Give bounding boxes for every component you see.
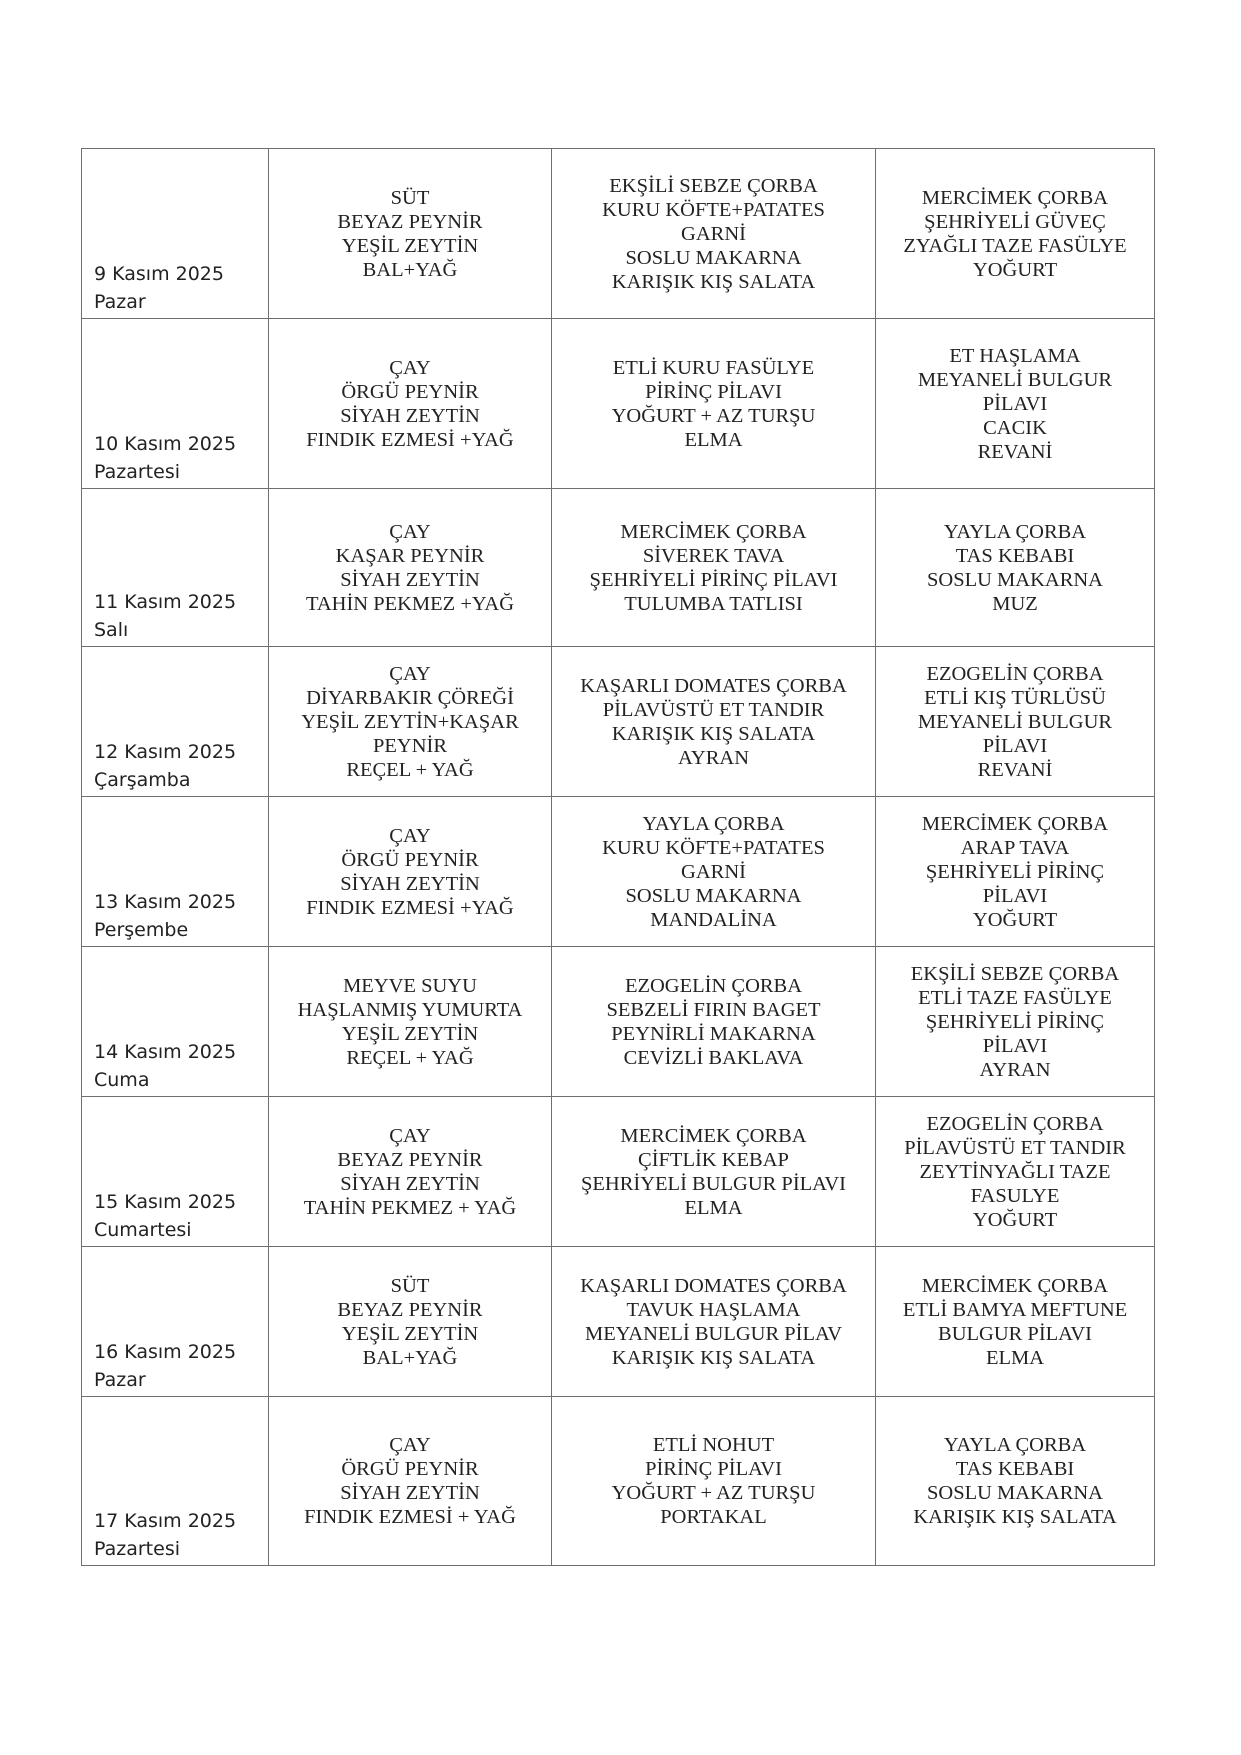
breakfast-cell [269,319,552,489]
lunch-item: YAYLA ÇORBA [642,812,785,835]
date-cell [82,149,269,319]
menu-row [82,1247,1155,1397]
lunch-cell [552,149,876,319]
lunch-item: PİRİNÇ PİLAVI [645,1458,782,1480]
dinner-item: ETLİ BAMYA MEFTUNE [902,1298,1128,1321]
lunch-item: GARNİ [681,860,746,883]
breakfast-item: BEYAZ PEYNİR [337,210,483,233]
lunch-item: MERCİMEK ÇORBA [620,1124,807,1147]
lunch-cell [552,797,876,947]
breakfast-item: ÇAY [389,662,431,685]
dinner-cell [876,319,1155,489]
lunch-item: ETLİ KURU FASÜLYE [612,356,815,379]
date-cell [82,489,269,647]
dinner-item: ETLİ TAZE FASÜLYE [918,986,1112,1009]
lunch-cell [552,947,876,1097]
dinner-item: ET HAŞLAMA [949,344,1081,367]
breakfast-item: SİYAH ZEYTİN [340,568,480,591]
breakfast-item: YEŞİL ZEYTİN [341,234,479,257]
dinner-cell [876,647,1155,797]
menu-row [82,489,1155,647]
day-label: Perşembe [94,919,189,941]
menu-row [82,797,1155,947]
date-label: 15 Kasım 2025 [94,1191,237,1213]
lunch-cell [552,1097,876,1247]
lunch-item: SOSLU MAKARNA [625,884,802,907]
breakfast-item: BAL+YAĞ [362,1346,458,1369]
dinner-item: MUZ [992,592,1038,615]
dinner-item: AYRAN [979,1058,1051,1081]
lunch-item: MERCİMEK ÇORBA [620,520,807,543]
breakfast-item: YEŞİL ZEYTİN+KAŞAR [301,710,519,733]
dinner-item: PİLAVI [982,392,1048,415]
breakfast-cell [269,149,552,319]
dinner-cell [876,947,1155,1097]
menu-table [81,148,1155,1566]
lunch-item: KARIŞIK KIŞ SALATA [611,722,816,745]
date-label: 14 Kasım 2025 [94,1041,237,1063]
menu-table-body [82,149,1155,1566]
date-cell [82,647,269,797]
dinner-item: ŞEHRİYELİ PİRİNÇ [925,860,1105,883]
lunch-item: YOĞURT + AZ TURŞU [611,404,816,427]
date-cell [82,947,269,1097]
lunch-item: MANDALİNA [650,908,777,931]
dinner-item: EZOGELİN ÇORBA [926,1112,1104,1135]
dinner-item: MERCİMEK ÇORBA [921,1274,1109,1297]
lunch-cell [552,1247,876,1397]
lunch-item: SEBZELİ FIRIN BAGET [606,998,821,1021]
breakfast-item: KAŞAR PEYNİR [335,544,485,567]
breakfast-item: TAHİN PEKMEZ + YAĞ [303,1196,517,1219]
dinner-item: TAS KEBABI [955,544,1075,567]
lunch-item: KAŞARLI DOMATES ÇORBA [580,674,847,697]
dinner-item: ŞEHRİYELİ PİRİNÇ [925,1010,1105,1033]
breakfast-item: SİYAH ZEYTİN [340,872,480,895]
breakfast-item: ÖRGÜ PEYNİR [341,848,479,871]
dinner-item: FASULYE [970,1184,1060,1207]
dinner-item: PİLAVI [982,734,1048,757]
dinner-cell [876,1397,1155,1566]
menu-row [82,947,1155,1097]
lunch-item: ÇİFTLİK KEBAP [638,1148,789,1171]
lunch-item: YOĞURT + AZ TURŞU [611,1482,816,1504]
lunch-item: KAŞARLI DOMATES ÇORBA [580,1274,847,1297]
lunch-item: ELMA [684,428,743,451]
lunch-item: SOSLU MAKARNA [625,246,802,269]
date-cell [82,1097,269,1247]
breakfast-item: TAHİN PEKMEZ +YAĞ [305,592,515,615]
dinner-item: SOSLU MAKARNA [927,568,1103,591]
menu-row [82,1097,1155,1247]
dinner-item: SOSLU MAKARNA [927,1482,1103,1504]
breakfast-cell [269,1097,552,1247]
dinner-item: PİLAVI [982,1034,1048,1057]
lunch-item: ŞEHRİYELİ PİRİNÇ PİLAVI [589,568,838,591]
breakfast-cell [269,797,552,947]
date-label: 11 Kasım 2025 [94,591,237,613]
breakfast-item: FINDIK EZMESİ + YAĞ [304,1506,516,1528]
lunch-item: PORTAKAL [660,1506,767,1528]
lunch-cell [552,1397,876,1566]
lunch-item: SİVEREK TAVA [642,544,785,567]
breakfast-item: ÇAY [389,1124,431,1147]
breakfast-item: ÇAY [389,824,431,847]
date-label: 16 Kasım 2025 [94,1341,237,1363]
dinner-item: MEYANELİ BULGUR [917,710,1113,733]
lunch-item: TAVUK HAŞLAMA [626,1298,801,1321]
dinner-item: YAYLA ÇORBA [943,520,1087,543]
breakfast-item: PEYNİR [372,734,448,757]
dinner-item: REVANİ [977,758,1053,781]
day-label: Cumartesi [94,1219,192,1241]
dinner-item: ETLİ KIŞ TÜRLÜSÜ [924,686,1106,709]
lunch-item: MEYANELİ BULGUR PİLAV [584,1322,842,1345]
dinner-item: CACIK [983,416,1047,439]
date-cell [82,319,269,489]
date-label: 9 Kasım 2025 [94,263,224,285]
lunch-item: ETLİ NOHUT [652,1434,775,1456]
breakfast-item: SİYAH ZEYTİN [340,1482,480,1504]
lunch-item: CEVİZLİ BAKLAVA [623,1046,804,1069]
breakfast-item: ÇAY [389,356,431,379]
breakfast-item: REÇEL + YAĞ [346,758,474,781]
dinner-item: YOĞURT [972,908,1058,931]
breakfast-item: ÖRGÜ PEYNİR [341,1458,479,1480]
dinner-item: EZOGELİN ÇORBA [926,662,1104,685]
dinner-item: PİLAVÜSTÜ ET TANDIR [904,1136,1126,1159]
dinner-item: MERCİMEK ÇORBA [921,812,1109,835]
lunch-cell [552,647,876,797]
lunch-item: GARNİ [681,222,746,245]
lunch-item: EZOGELİN ÇORBA [624,974,803,997]
breakfast-cell [269,947,552,1097]
breakfast-item: DİYARBAKIR ÇÖREĞİ [306,686,514,709]
dinner-item: BULGUR PİLAVI [938,1322,1092,1345]
dinner-item: KARIŞIK KIŞ SALATA [913,1506,1117,1528]
dinner-cell [876,797,1155,947]
dinner-item: TAS KEBABI [955,1458,1075,1480]
day-label: Salı [94,619,129,641]
dinner-item: ARAP TAVA [960,836,1070,859]
day-label: Pazar [94,291,146,313]
menu-row [82,647,1155,797]
day-label: Cuma [94,1069,150,1091]
dinner-cell [876,149,1155,319]
dinner-item: REVANİ [977,440,1053,463]
breakfast-cell [269,1247,552,1397]
breakfast-item: BAL+YAĞ [362,258,458,281]
dinner-item: PİLAVI [982,884,1048,907]
breakfast-item: SÜT [390,186,430,209]
lunch-cell [552,489,876,647]
lunch-item: KARIŞIK KIŞ SALATA [611,270,816,293]
breakfast-item: MEYVE SUYU [343,974,477,997]
breakfast-item: YEŞİL ZEYTİN [341,1322,479,1345]
breakfast-cell [269,489,552,647]
dinner-item: MEYANELİ BULGUR [917,368,1113,391]
dinner-cell [876,489,1155,647]
dinner-item: ZYAĞLI TAZE FASÜLYE [903,234,1127,257]
lunch-item: PEYNİRLİ MAKARNA [611,1022,816,1045]
lunch-item: EKŞİLİ SEBZE ÇORBA [609,174,818,197]
lunch-item: PİLAVÜSTÜ ET TANDIR [602,698,825,721]
lunch-item: TULUMBA TATLISI [624,592,803,615]
lunch-item: KURU KÖFTE+PATATES [602,198,825,221]
breakfast-item: HAŞLANMIŞ YUMURTA [297,998,523,1021]
breakfast-cell [269,647,552,797]
breakfast-item: SİYAH ZEYTİN [340,404,480,427]
dinner-item: YAYLA ÇORBA [943,1434,1087,1456]
lunch-item: AYRAN [677,746,749,769]
date-label: 10 Kasım 2025 [94,433,237,455]
date-cell [82,1247,269,1397]
breakfast-cell [269,1397,552,1566]
dinner-item: YOĞURT [972,1208,1058,1231]
breakfast-item: BEYAZ PEYNİR [337,1298,483,1321]
dinner-item: ZEYTİNYAĞLI TAZE [919,1160,1111,1183]
menu-row [82,149,1155,319]
breakfast-item: ÖRGÜ PEYNİR [341,380,479,403]
lunch-item: ŞEHRİYELİ BULGUR PİLAVI [581,1172,846,1195]
day-label: Çarşamba [94,769,191,791]
lunch-item: PİRİNÇ PİLAVI [645,380,782,403]
lunch-cell [552,319,876,489]
breakfast-item: SİYAH ZEYTİN [340,1172,480,1195]
breakfast-item: BEYAZ PEYNİR [337,1148,483,1171]
dinner-item: MERCİMEK ÇORBA [921,186,1109,209]
dinner-item: ELMA [985,1346,1045,1369]
date-label: 17 Kasım 2025 [94,1510,237,1532]
date-cell [82,797,269,947]
dinner-item: YOĞURT [972,258,1058,281]
lunch-item: KARIŞIK KIŞ SALATA [611,1346,816,1369]
breakfast-item: SÜT [390,1274,430,1297]
breakfast-item: FINDIK EZMESİ +YAĞ [306,896,514,919]
date-cell [82,1397,269,1566]
date-label: 13 Kasım 2025 [94,891,237,913]
lunch-item: KURU KÖFTE+PATATES [602,836,825,859]
day-label: Pazartesi [94,1538,180,1560]
dinner-cell [876,1097,1155,1247]
day-label: Pazartesi [94,461,180,483]
breakfast-item: YEŞİL ZEYTİN [341,1022,479,1045]
date-label: 12 Kasım 2025 [94,741,237,763]
menu-row [82,1397,1155,1566]
breakfast-item: ÇAY [389,520,431,543]
day-label: Pazar [94,1369,146,1391]
breakfast-item: REÇEL + YAĞ [346,1046,474,1069]
dinner-item: ŞEHRİYELİ GÜVEÇ [924,210,1106,233]
lunch-item: ELMA [684,1196,743,1219]
breakfast-item: FINDIK EZMESİ +YAĞ [306,428,514,451]
dinner-item: EKŞİLİ SEBZE ÇORBA [910,962,1120,985]
menu-row [82,319,1155,489]
breakfast-item: ÇAY [389,1434,431,1456]
dinner-cell [876,1247,1155,1397]
